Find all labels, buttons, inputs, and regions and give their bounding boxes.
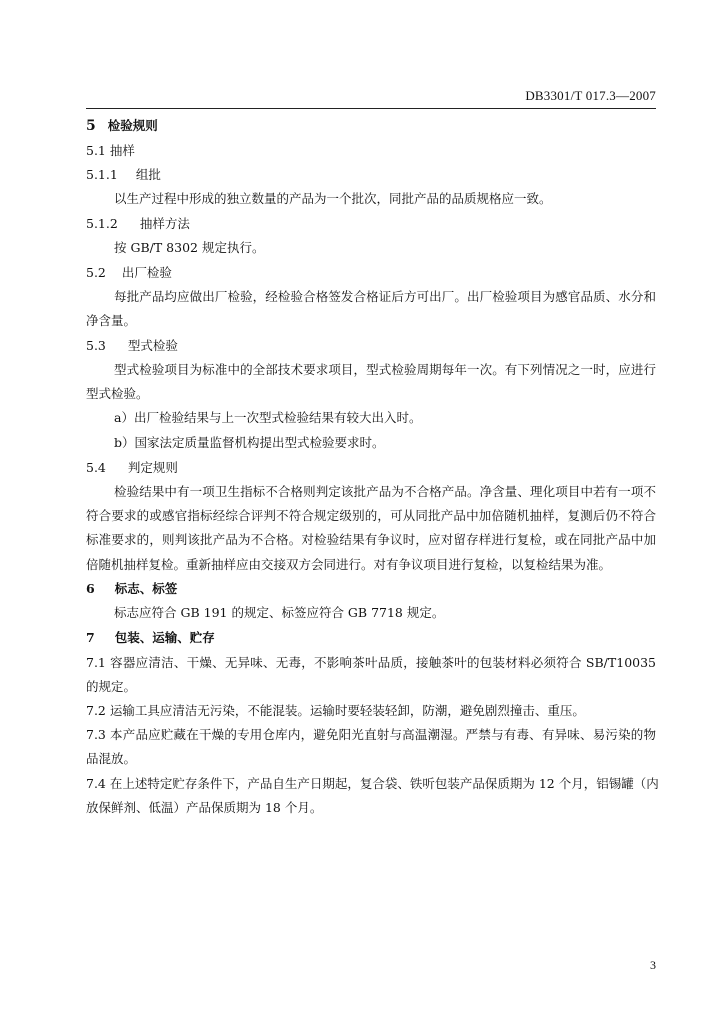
paragraph-line: 每批产品均应做出厂检验，经检验合格签发合格证后方可出厂。出厂检验项目为感官品质、水分和 <box>114 289 656 304</box>
list-item: b）国家法定质量监督机构提出型式检验要求时。 <box>114 435 385 450</box>
paragraph-line: 品混放。 <box>86 751 137 766</box>
section-number: 5.4 <box>86 460 106 475</box>
section-number: 5 <box>86 118 96 134</box>
section-number: 5.1.2 <box>86 216 118 231</box>
paragraph-line: 净含量。 <box>86 313 137 328</box>
header-rule <box>86 108 656 109</box>
paragraph-line: 倍随机抽样复检。重新抽样应由交接双方会同进行。对有争议项目进行复检，以复检结果为准。 <box>86 557 612 572</box>
paragraph-line: 的规定。 <box>86 679 137 694</box>
section-title: 标志、标签 <box>114 581 178 596</box>
paragraph: 按 GB/T 8302 规定执行。 <box>114 240 265 255</box>
paragraph-line: 7.4 在上述特定贮存条件下，产品自生产日期起，复合袋、铁听包装产品保质期为 12 个月，铝锡罐（内 <box>86 776 659 791</box>
list-item: a）出厂检验结果与上一次型式检验结果有较大出入时。 <box>114 410 422 425</box>
paragraph-line: 标准要求的，则判该批产品为不合格。对检验结果有争议时，应对留存样进行复检，或在同批产品中加 <box>86 532 656 547</box>
section-5-2-heading <box>86 265 656 281</box>
section-5-heading <box>86 118 656 134</box>
paragraph-line: 放保鲜剂、低温）产品保质期为 18 个月。 <box>86 800 323 815</box>
section-5-1-2-heading <box>86 216 656 232</box>
paragraph-line: 7.2 运输工具应清洁无污染，不能混装。运输时要轻装轻卸，防潮，避免剧烈撞击、重压。 <box>86 703 585 718</box>
section-number: 5.3 <box>86 338 106 353</box>
section-5-4-heading <box>86 460 656 476</box>
section-title: 出厂检验 <box>121 265 172 280</box>
paragraph-line: 型式检验项目为标准中的全部技术要求项目，型式检验周期每年一次。有下列情况之一时，应进行 <box>114 362 656 377</box>
paragraph: 标志应符合 GB 191 的规定、标签应符合 GB 7718 规定。 <box>114 605 445 620</box>
paragraph-line: 符合要求的或感官指标经综合评判不符合规定级别的，可从同批产品中加倍随机抽样，复测后仍不符合 <box>86 508 656 523</box>
document-code: DB3301/T 017.3—2007 <box>525 88 656 103</box>
section-title: 组批 <box>135 167 161 182</box>
section-title: 包装、运输、贮存 <box>114 630 215 645</box>
section-number: 6 <box>86 581 95 596</box>
page-number: 3 <box>650 958 656 972</box>
section-title: 型式检验 <box>127 338 178 353</box>
section-title: 判定规则 <box>127 460 178 475</box>
section-title: 抽样方法 <box>139 216 190 231</box>
section-number: 5.2 <box>86 265 106 280</box>
paragraph-line: 检验结果中有一项卫生指标不合格则判定该批产品为不合格产品。净含量、理化项目中若有一项不 <box>114 484 656 499</box>
section-5-1-1-heading <box>86 167 656 183</box>
paragraph-line: 7.1 容器应清洁、干燥、无异味、无毒，不影响茶叶品质，接触茶叶的包装材料必须符合 SB/T10035 <box>86 655 656 670</box>
section-number: 5.1.1 <box>86 167 118 182</box>
section-7-heading <box>86 630 656 646</box>
section-5-3-heading <box>86 338 656 354</box>
paragraph-line: 7.3 本产品应贮藏在干燥的专用仓库内，避免阳光直射与高温潮湿。严禁与有毒、有异味、易污染的物 <box>86 727 656 742</box>
paragraph-line: 型式检验。 <box>86 386 149 401</box>
section-title: 检验规则 <box>107 118 158 133</box>
section-6-heading <box>86 581 656 597</box>
section-number: 7 <box>86 630 95 645</box>
section-5-1-heading: 5.1 抽样 <box>86 143 135 158</box>
paragraph: 以生产过程中形成的独立数量的产品为一个批次，同批产品的品质规格应一致。 <box>114 191 552 206</box>
